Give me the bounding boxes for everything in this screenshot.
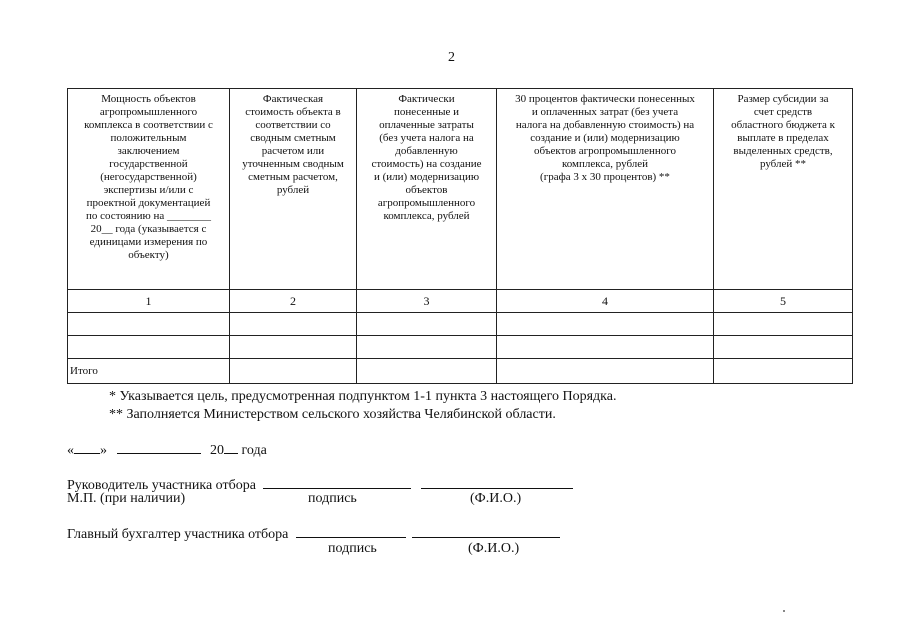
- column-number: 2: [230, 290, 357, 313]
- stamp-label: М.П. (при наличии): [67, 491, 186, 506]
- table-cell-empty: [230, 313, 357, 336]
- date-open-quote: «: [67, 443, 74, 458]
- header-incurred-costs: [357, 89, 497, 290]
- header-capacity: [68, 89, 230, 290]
- accountant-name-blank: [412, 524, 560, 538]
- header-actual-cost-text: Фактическая стоимость объекта в соответствии со сводным сметным расчетом или уточненным сводным сметным расчетом, рублей: [242, 93, 344, 196]
- table-cell-empty: [357, 359, 497, 384]
- date-line: [67, 440, 267, 459]
- day-blank-line: [74, 440, 100, 454]
- year-blank-line: [224, 440, 238, 454]
- accountant-signature-blank: [296, 524, 406, 538]
- table-cell-empty: [497, 336, 714, 359]
- column-number: 3: [357, 290, 497, 313]
- year-suffix: года: [238, 443, 267, 458]
- table-cell-empty: [714, 313, 853, 336]
- table-cell-empty: [357, 313, 497, 336]
- accountant-label: Главный бухгалтер участника отбора: [67, 527, 289, 542]
- total-label: Итого: [68, 359, 230, 384]
- subsidy-table: [67, 88, 853, 384]
- column-number: 5: [714, 290, 853, 313]
- table-cell-empty: [230, 336, 357, 359]
- accountant-name-caption: (Ф.И.О.): [468, 541, 520, 556]
- year-prefix: 20: [210, 443, 224, 458]
- table-cell-empty: [68, 336, 230, 359]
- table-cell-empty: [230, 359, 357, 384]
- header-subsidy-amount-text: Размер субсидии за счет средств областного бюджета к выплате в пределах выделенных средств, рублей **: [731, 93, 835, 170]
- head-signature-blank: [263, 475, 411, 489]
- header-30-percent-text: 30 процентов фактически понесенных и оплаченных затрат (без учета налога на добавленную стоимость) на создание и (или) модернизацию объектов агропромышленного комплекса, рублей (графа 3 x 30 процентов) **: [515, 93, 695, 183]
- table-row-total: [68, 359, 853, 384]
- header-subsidy-amount: [714, 89, 853, 290]
- column-number: 4: [497, 290, 714, 313]
- head-signature-caption: подпись: [308, 491, 357, 506]
- page-number: 2: [448, 50, 455, 65]
- table-header-row: [68, 89, 853, 290]
- table-cell-empty: [714, 359, 853, 384]
- footnote-ministry: ** Заполняется Министерством сельского хозяйства Челябинской области.: [109, 407, 556, 422]
- header-incurred-costs-text: Фактически понесенные и оплаченные затраты (без учета налога на добавленную стоимость) на создание и (или) модернизацию объектов агропромышленного комплекса, рублей: [371, 93, 482, 222]
- table-cell-empty: [68, 313, 230, 336]
- head-name-caption: (Ф.И.О.): [470, 491, 522, 506]
- column-number: 1: [68, 290, 230, 313]
- header-actual-cost: [230, 89, 357, 290]
- table-cell-empty: [497, 313, 714, 336]
- accountant-signature-caption: подпись: [328, 541, 377, 556]
- column-number-row: [68, 290, 853, 313]
- scan-speck: [783, 610, 785, 612]
- table-row-empty: [68, 313, 853, 336]
- head-name-blank: [421, 475, 573, 489]
- head-label: Руководитель участника отбора: [67, 478, 256, 493]
- footnote-purpose: * Указывается цель, предусмотренная подпунктом 1-1 пункта 3 настоящего Порядка.: [109, 389, 617, 404]
- table-cell-empty: [714, 336, 853, 359]
- date-close-quote: »: [100, 443, 107, 458]
- month-blank-line: [117, 440, 201, 454]
- table-row-empty: [68, 336, 853, 359]
- header-30-percent: [497, 89, 714, 290]
- table-cell-empty: [357, 336, 497, 359]
- header-capacity-text: Мощность объектов агропромышленного комплекса в соответствии с положительным заключением государственной (негосударственной) экспертизы и/или с проектной документацией по состоянию на ________ 20__ года (указывается с единицами измерения по объекту): [84, 93, 213, 261]
- table-cell-empty: [497, 359, 714, 384]
- signature-gap: [411, 476, 421, 489]
